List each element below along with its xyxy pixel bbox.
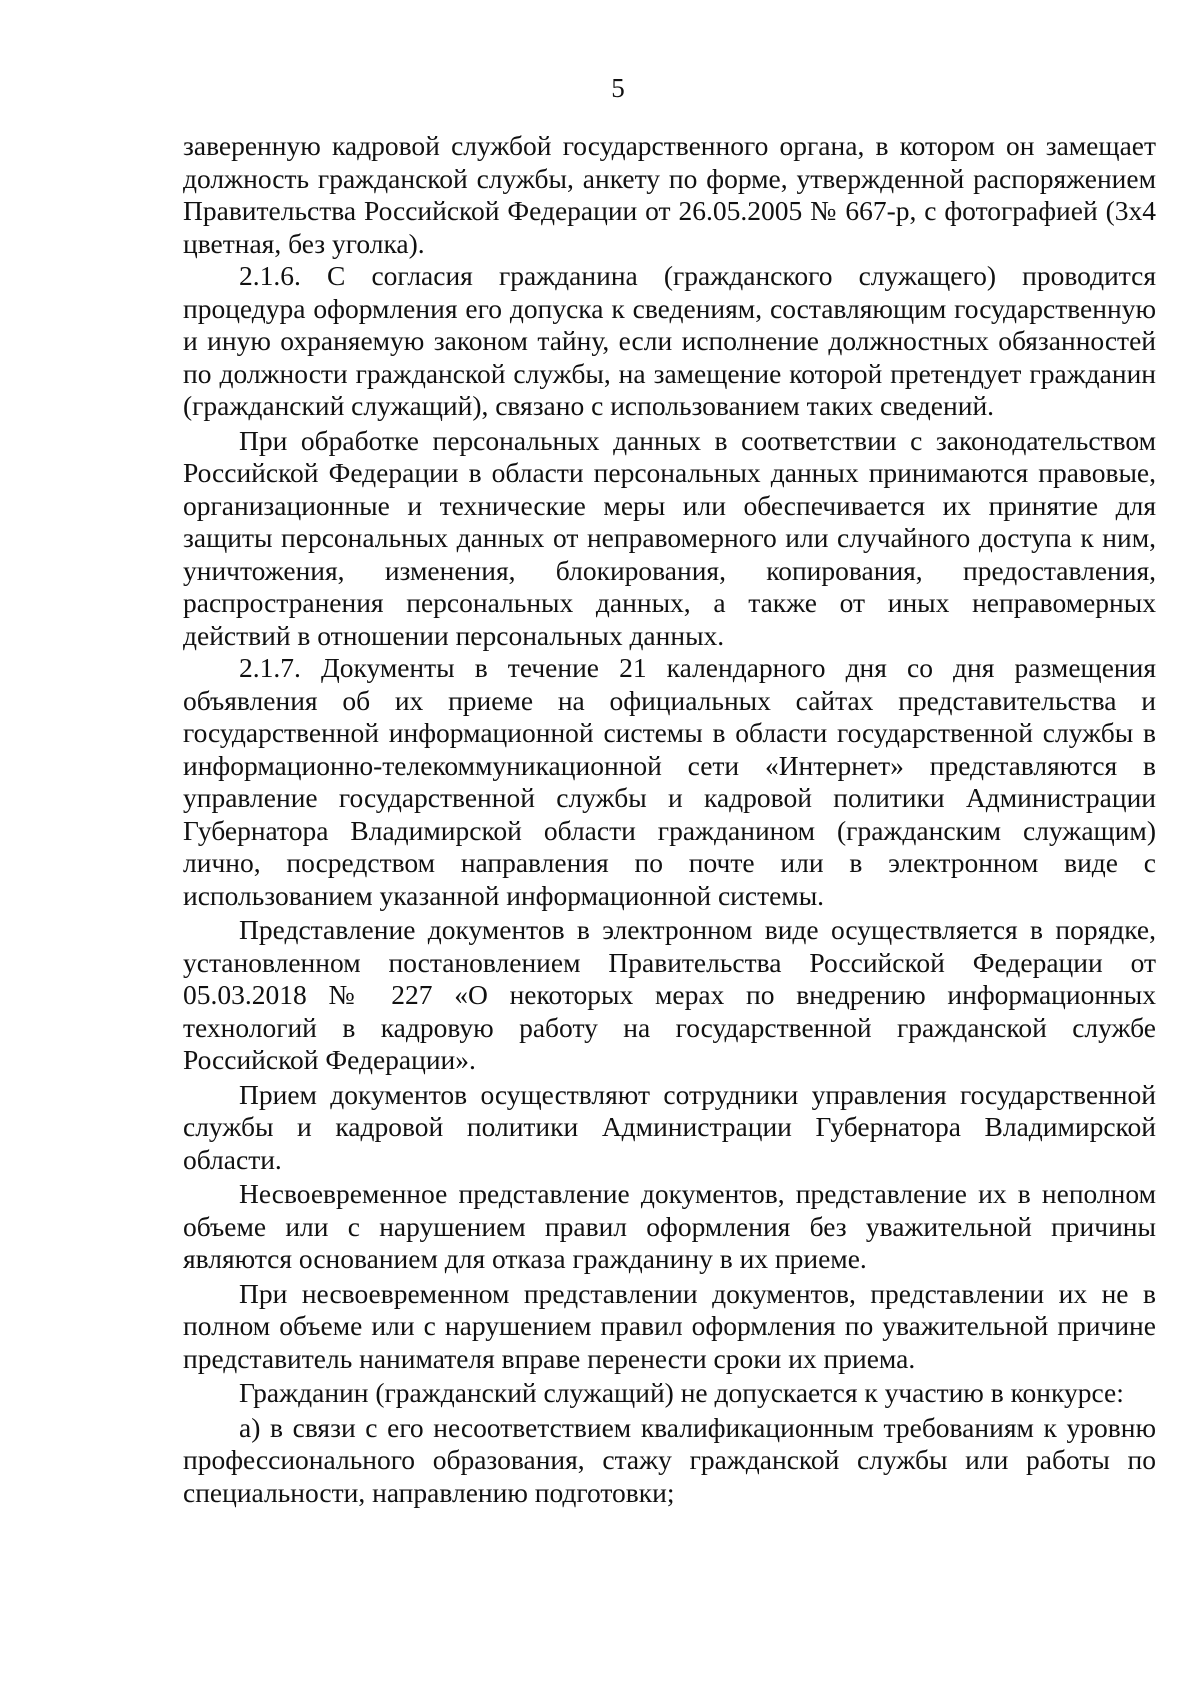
paragraph-electronic-submission: Представление документов в электронном виде осуществляется в порядке, установленном постановлением Правительства Российской Федерации от 05.03.2018 № 227 «О некоторых мерах по внедрению информационных технологий в кадровую работу на государственной гражданской службе Российской Федерации».	[183, 914, 1156, 1075]
paragraph-untimely-submission: Несвоевременное представление документов, представление их в неполном объеме или с нарушением правил оформления без уважительной причины являются основанием для отказа гражданину в их приеме.	[183, 1178, 1156, 1274]
paragraph-not-admitted: Гражданин (гражданский служащий) не допускается к участию в конкурсе:	[239, 1377, 1124, 1408]
paragraph-personal-data: При обработке персональных данных в соответствии с законодательством Российской Федерации в области персональных данных принимаются правовые, организационные и технические меры или обеспечивается их принятие для защиты персональных данных от неправомерного или случайного доступа к ним, уничтожения, изменения, блокирования, копирования, предоставления, распространения персональных данных, а также от иных неправомерных действий в отношении персональных данных.	[183, 424, 1156, 651]
paragraph-document-reception: Прием документов осуществляют сотрудники управления государственной службы и кадровой политики Администрации Губернатора Владимирской области.	[183, 1078, 1156, 1175]
paragraph-2-1-7: 2.1.7. Документы в течение 21 календарного дня со дня размещения объявления об их приеме на официальных сайтах представительства и государственной информационной системы в области государственной службы в информационно-телекоммуникационной сети «Интернет» представляются в управление государственной службы и кадровой политики Администрации Губернатора Владимирской области гражданином (гражданским служащим) лично, посредством направления по почте или в электронном виде с использованием указанной информационной системы.	[183, 652, 1156, 911]
page-number: 5	[611, 73, 625, 103]
paragraph-valid-reason: При несвоевременном представлении документов, представлении их не в полном объеме или с нарушением правил оформления по уважительной причине представитель нанимателя вправе перенести сроки их приема.	[183, 1277, 1156, 1374]
paragraph-2-1-6: 2.1.6. С согласия гражданина (гражданского служащего) проводится процедура оформления его допуска к сведениям, составляющим государственную и иную охраняемую законом тайну, если исполнение должностных обязанностей по должности гражданской службы, на замещение которой претендует гражданин (гражданский служащий), связано с использованием таких сведений.	[183, 260, 1156, 421]
paragraph-item-a: а) в связи с его несоответствием квалификационным требованиям к уровню профессионального образования, стажу гражданской службы или работы по специальности, направлению подготовки;	[183, 1411, 1156, 1508]
paragraph-continuation: заверенную кадровой службой государственного органа, в котором он замещает должность гражданской службы, анкету по форме, утвержденной распоряжением Правительства Российской Федерации от 26.05.2005 № 667-р, с фотографией (3х4 цветная, без уголка).	[183, 130, 1156, 259]
document-body	[183, 130, 1156, 1509]
